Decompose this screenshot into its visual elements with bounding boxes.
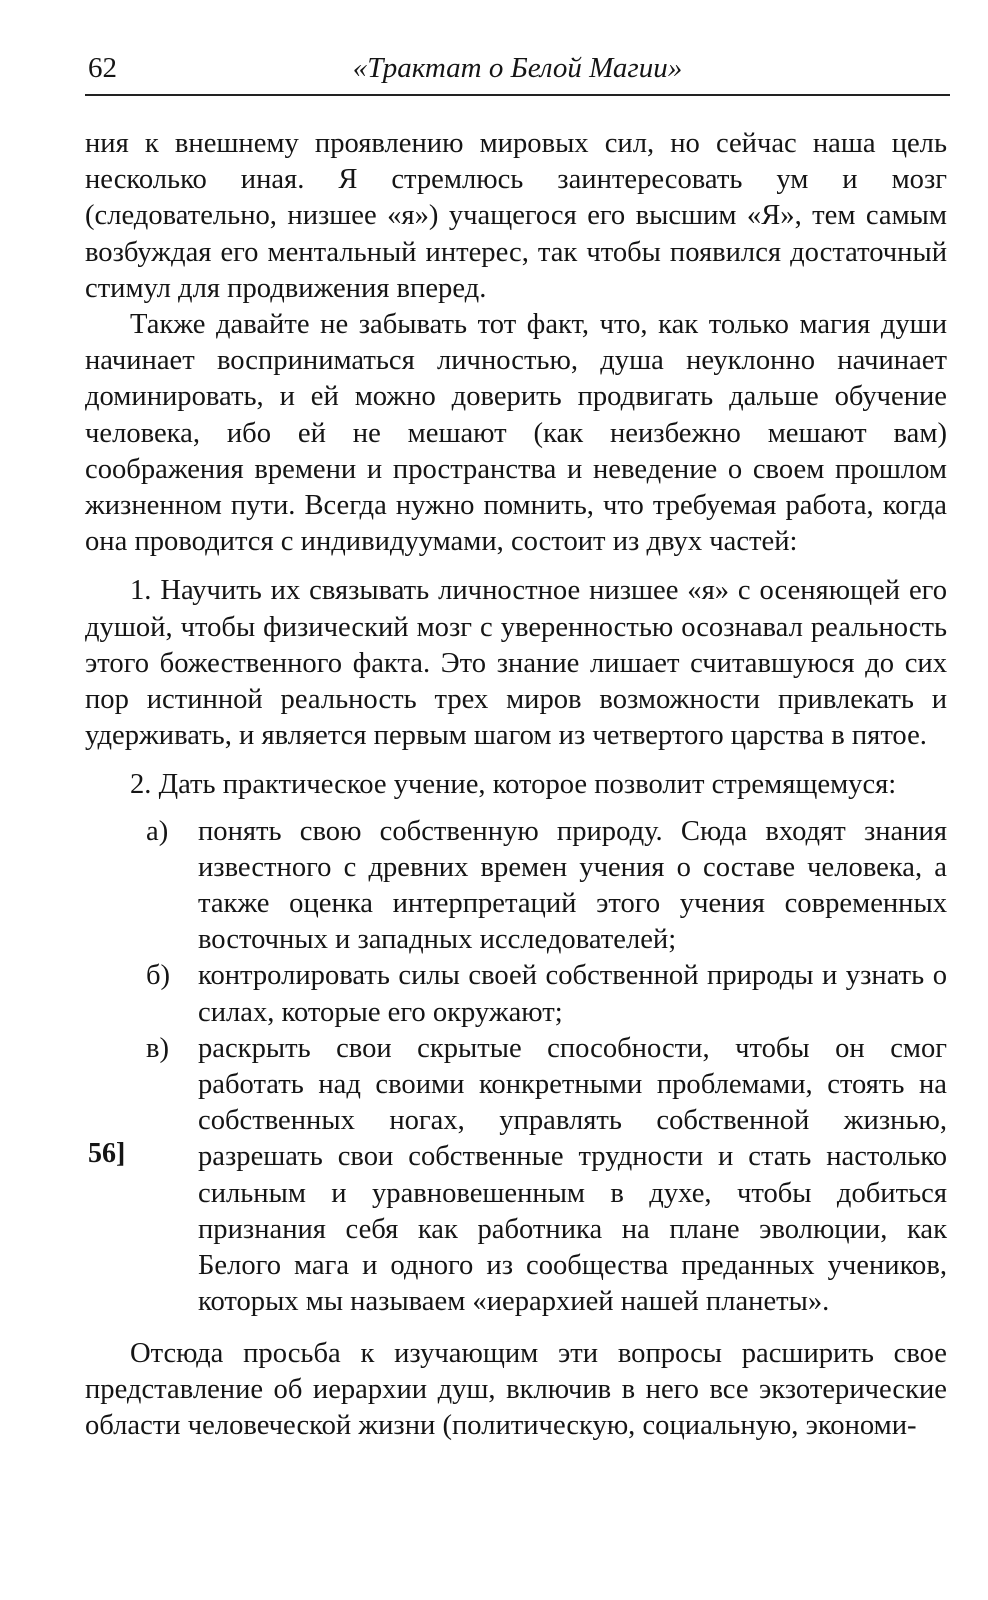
lettered-list	[85, 814, 947, 1321]
list-marker: а)	[146, 815, 169, 847]
body-text	[85, 126, 947, 1444]
list-item-text: понять свою собственную природу. Сюда входят знания известного с древних времен учения о составе человека, а также оценка интерпретаций этого учения современных восточных и западных исследователей;	[198, 815, 947, 956]
page-header	[85, 50, 950, 96]
margin-page-reference: 56]	[88, 1138, 126, 1169]
list-item-text: контролировать силы своей собственной природы и узнать о силах, которые его окружают;	[198, 960, 947, 1028]
lettered-item-b	[85, 958, 947, 1030]
list-marker: в)	[146, 1032, 170, 1064]
page-number: 62	[88, 52, 117, 84]
running-title: «Трактат о Белой Магии»	[352, 52, 683, 84]
numbered-item-2: 2. Дать практическое учение, которое позволит стремящемуся:	[130, 769, 897, 801]
lettered-item-c	[85, 1031, 947, 1321]
paragraph: Также давайте не забывать тот факт, что, как только магия души начинает восприниматься личностью, душа неуклонно начинает доминировать, и ей можно доверить продвигать дальше обучение человека, ибо ей не мешают (как неизбежно мешают вам) соображения времени и пространства и неведение о своем прошлом жизненном пути. Всегда нужно помнить, что требуемая работа, когда она проводится с индивидуумами, состоит из двух частей:	[85, 309, 947, 558]
lettered-item-a	[85, 814, 947, 959]
list-item-text: раскрыть свои скрытые способности, чтобы он смог работать над своими конкретными проблемами, стоять на собственных ногах, управлять собственной жизнью, разрешать свои собственные трудности и стать настолько сильным и уравновешенным в духе, чтобы добиться признания себя как работника на плане эволюции, как Белого мага и одного из сообщества преданных учеников, которых мы называем «иерархией нашей планеты».	[198, 1032, 947, 1318]
paragraph-final: Отсюда просьба к изучающим эти вопросы расширить свое представление об иерархии душ, включив в него все экзотерические области человеческой жизни (политическую, социальную, экономи-	[85, 1337, 947, 1441]
list-marker: б)	[146, 960, 171, 992]
numbered-item-1: 1. Научить их связывать личностное низшее «я» с осеняющей его душой, чтобы физический мозг с уверенностью осознавал реальность этого божественного факта. Это знание лишает считавшуюся до сих пор истинной реальность трех миров возможности привлекать и удерживать, и является первым шагом из четвертого царства в пятое.	[85, 575, 947, 752]
paragraph-continuation: ния к внешнему проявлению мировых сил, но сейчас наша цель несколько иная. Я стремлюсь заинтересовать ум и мозг (следовательно, низшее «я») учащегося его высшим «Я», тем самым возбуждая его ментальный интерес, так чтобы появился достаточный стимул для продвижения вперед.	[85, 128, 947, 304]
